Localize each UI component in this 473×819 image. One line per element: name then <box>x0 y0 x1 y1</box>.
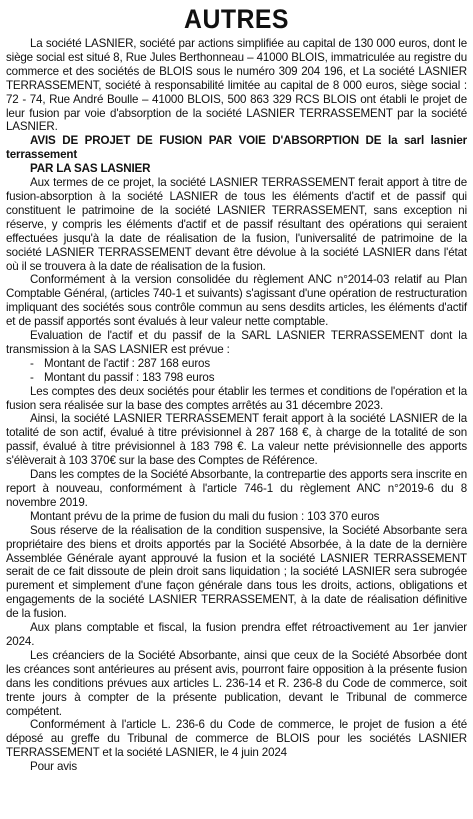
list-item-passif <box>6 371 467 385</box>
paragraph-signoff: Pour avis <box>30 760 77 774</box>
paragraph-report: Dans les comptes de la Société Absorbante, la contrepartie des apports sera inscrite en report à nouveau, conformément à l'article 746-1 du règlement ANC n°2019-6 du 8 novembre 2019. <box>6 468 467 509</box>
paragraph-project-terms: Aux termes de ce projet, la société LASNIER TERRASSEMENT ferait apport à titre de fusion-absorption à la société LASNIER de tous les éléments d'actif et de passif qui constituent le patrimoine de la société LASNIER TERRASSEMENT, sans exception ni réserve, y compris les éléments d'actif et de passif résultant des opérations qui seraient effectuées jusqu'à la date de réalisation de la fusion, l'universalité de patrimoine de la société LASNIER TERRASSEMENT devant être dévolue à la société LASNIER dans l'état où il se trouvera à la date de réalisation de la fusion. <box>6 176 467 273</box>
paragraph-accounting-rule: Conformément à la version consolidée du règlement ANC n°2014-03 relatif au Plan Comptable Général, (articles 740-1 et suivants) s'agissant d'une opération de restructuration impliquant des sociétés sous contrôle commun au sens desdits articles, les éléments d'actif et de passif apportés sont évalués à leur valeur nette comptable. <box>6 273 467 329</box>
paragraph-effective-date: Aux plans comptable et fiscal, la fusion prendra effet rétroactivement au 1er janvier 2024. <box>6 621 467 648</box>
list-dash: - <box>30 356 34 370</box>
list-item-passif-text: Montant du passif : 183 798 euros <box>44 370 215 384</box>
paragraph-contribution: Ainsi, la société LASNIER TERRASSEMENT ferait apport à la société LASNIER de la totalité de son actif, évalué à titre prévisionnel à 287 168 €, à charge de la totalité de son passif, évalué à titre prévisionnel à 183 798 €. La valeur nette prévisionnelle des apports s'élèverait à 103 370€ sur la base des Comptes de Référence. <box>6 412 467 468</box>
paragraph-merger-premium: Montant prévu de la prime de fusion du mali du fusion : 103 370 euros <box>30 509 380 523</box>
paragraph-accounts-basis: Les comptes des deux sociétés pour établir les termes et conditions de l'opération et la fusion sera réalisée sur la base des comptes arrêtés au 31 décembre 2023. <box>6 384 467 412</box>
list-dash: - <box>30 370 34 384</box>
list-item-actif-text: Montant de l'actif : 287 168 euros <box>44 356 210 370</box>
paragraph-evaluation: Evaluation de l'actif et du passif de la SARL LASNIER TERRASSEMENT dont la transmission à la SAS LASNIER est prévue : <box>6 329 467 356</box>
list-item-actif <box>6 357 467 371</box>
section-title: AUTRES <box>184 4 289 34</box>
paragraph-filing: Conformément à l'article L. 236-6 du Code de commerce, le projet de fusion a été déposé au greffe du Tribunal de commerce de BLOIS pour les sociétés LASNIER TERRASSEMENT et la société LASNIER, le 4 juin 2024 <box>6 718 467 760</box>
paragraph-condition: Sous réserve de la réalisation de la condition suspensive, la Société Absorbante sera propriétaire des biens et droits apportés par la Société Absorbée, à la date de la dernière Assemblée Générale ayant approuvé la fusion et la société LASNIER TERRASSEMENT serait de ce fait dissoute de plein droit sans liquidation ; la société LASNIER sera subrogée purement et simplement d'une façon générale dans tous les droits, actions, obligations et engagements de la société LASNIER TERRASSEMENT, à la date de réalisation définitive de la fusion. <box>6 523 467 621</box>
paragraph-parties: La société LASNIER, société par actions simplifiée au capital de 130 000 euros, dont le siège social est situé 8, Rue Jules Berthonneau – 41000 BLOIS, immatriculée au registre du commerce et des sociétés de BLOIS sous le numéro 309 204 196, et La société LASNIER TERRASSEMENT, société à responsabilité limitée au capital de 8 000 euros, siège social : 72 - 74, Rue André Boulle – 41000 BLOIS, 500 863 329 RCS BLOIS ont établi le projet de leur fusion par voie d'absorption de la société LASNIER TERRASSEMENT par la société LASNIER. <box>6 37 467 134</box>
paragraph-creditors: Les créanciers de la Société Absorbante, ainsi que ceux de la Société Absorbée dont les créances sont antérieures au présent avis, pourront faire opposition à la présente fusion dans les conditions prévues aux articles L. 236-14 et R. 236-8 du Code de commerce, soit trente jours à compter de la présente publication, devant le Tribunal de commerce compétent. <box>6 648 467 718</box>
notice-subheading: PAR LA SAS LASNIER <box>30 162 151 176</box>
notice-heading: AVIS DE PROJET DE FUSION PAR VOIE D'ABSORPTION DE la sarl lasnier terrassement <box>6 134 467 162</box>
